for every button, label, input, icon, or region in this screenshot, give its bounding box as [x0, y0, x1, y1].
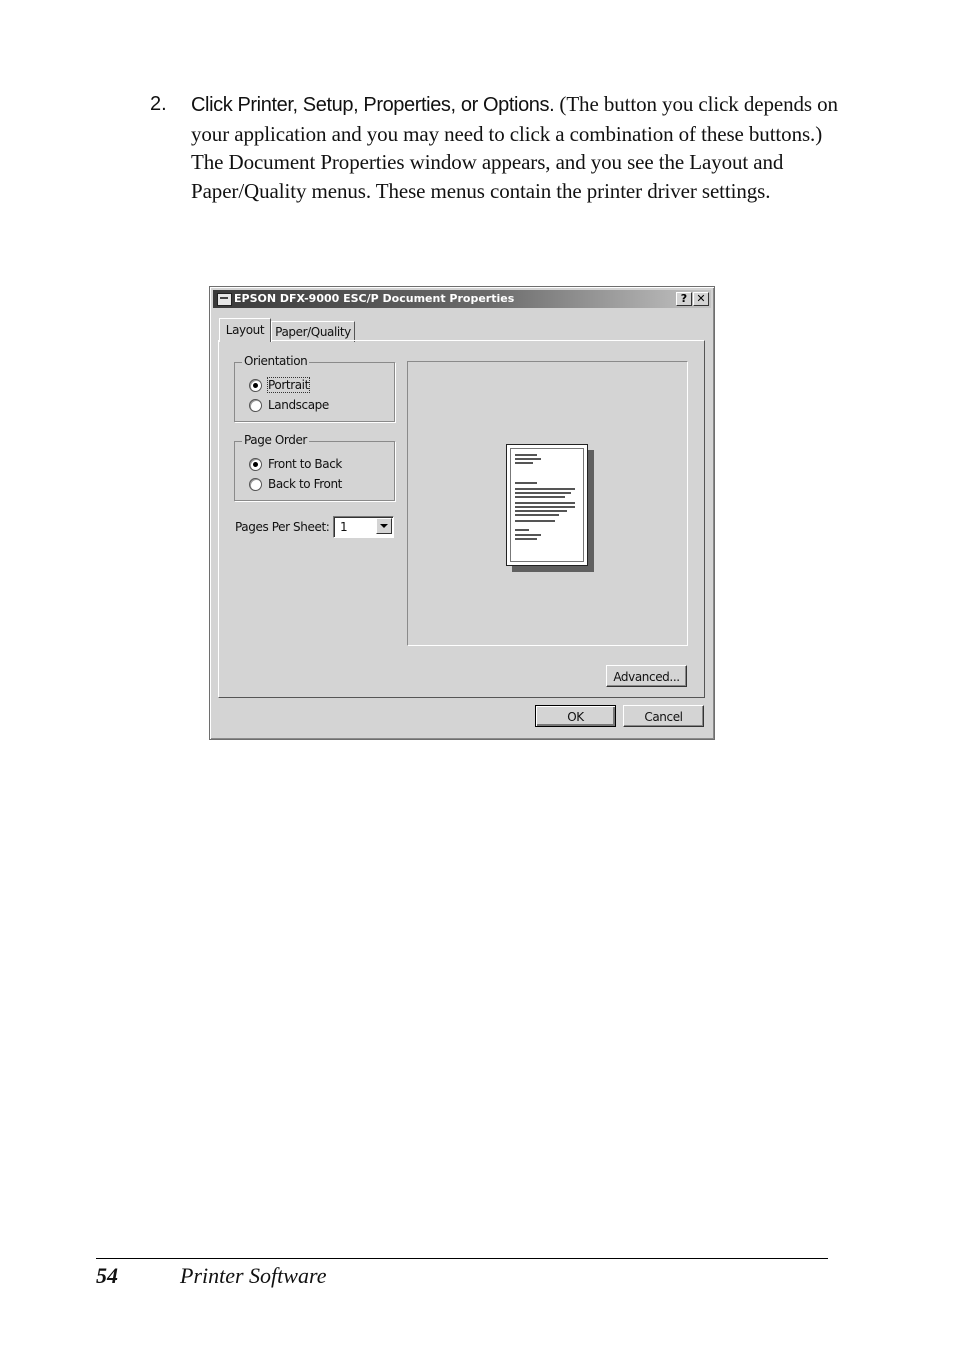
- page-line: [515, 458, 541, 460]
- radio-front-to-back-label: Front to Back: [268, 457, 342, 471]
- page-line: [515, 488, 575, 490]
- step-text: [191, 90, 841, 205]
- radio-back-to-front-button[interactable]: [249, 478, 262, 491]
- pages-per-sheet-select[interactable]: [333, 516, 394, 538]
- pages-per-sheet-label: Pages Per Sheet:: [235, 520, 330, 534]
- radio-back-to-front-label: Back to Front: [268, 477, 342, 491]
- page-line: [515, 454, 537, 456]
- radio-landscape-label: Landscape: [268, 398, 329, 412]
- orientation-label: Orientation: [244, 354, 308, 368]
- page-line: [515, 462, 533, 464]
- ok-button[interactable]: OK: [535, 705, 616, 727]
- page-line: [515, 496, 565, 498]
- radio-front-to-back[interactable]: [249, 456, 342, 472]
- page-line: [515, 534, 541, 536]
- advanced-button[interactable]: Advanced...: [606, 665, 687, 687]
- page-preview-icon: [506, 444, 588, 566]
- cancel-button[interactable]: Cancel: [623, 705, 704, 727]
- tab-paper-quality-label: Paper/Quality: [275, 325, 351, 339]
- close-button[interactable]: ✕: [693, 292, 709, 306]
- radio-portrait[interactable]: [249, 377, 309, 393]
- page-line: [515, 506, 575, 508]
- page-line: [515, 529, 529, 531]
- layout-preview: [407, 361, 688, 646]
- page-order-group: [234, 433, 395, 501]
- radio-front-to-back-button[interactable]: [249, 458, 262, 471]
- page-line: [515, 538, 537, 540]
- chevron-down-icon[interactable]: [376, 518, 392, 534]
- page-line: [515, 492, 571, 494]
- orientation-group: [234, 354, 395, 422]
- radio-landscape[interactable]: [249, 397, 329, 413]
- page-line: [515, 482, 537, 484]
- dialog-titlebar[interactable]: [213, 290, 711, 308]
- footer-section-title: Printer Software: [180, 1263, 327, 1288]
- footer-page-number: 54: [96, 1263, 118, 1288]
- step-body: (The button you click depends on your application and you may need to click a combination of these buttons.) The Document Properties window appears, and you see the Layout and Paper/Quality menus. These menus contain the printer driver settings.: [191, 92, 838, 203]
- printer-icon: [217, 293, 232, 306]
- footer-rule: [96, 1258, 828, 1259]
- pages-per-sheet-value: 1: [340, 520, 348, 534]
- radio-portrait-label: Portrait: [268, 378, 309, 392]
- help-button[interactable]: ?: [676, 292, 692, 306]
- page-line: [515, 502, 575, 504]
- radio-landscape-button[interactable]: [249, 399, 262, 412]
- page-line: [515, 514, 559, 516]
- page-line: [515, 510, 567, 512]
- dialog-title: EPSON DFX-9000 ESC/P Document Properties: [234, 292, 515, 305]
- tab-layout-label: Layout: [225, 323, 265, 337]
- radio-portrait-button[interactable]: [249, 379, 262, 392]
- page-order-label: Page Order: [244, 433, 307, 447]
- step-number: 2.: [150, 93, 167, 115]
- layout-panel: [218, 340, 705, 698]
- page-preview-content: [510, 448, 584, 562]
- step-ui-terms: Click Printer, Setup, Properties, or Options.: [191, 94, 555, 116]
- tab-paper-quality[interactable]: [271, 321, 355, 342]
- document-properties-dialog: [209, 286, 715, 740]
- tab-layout[interactable]: [219, 318, 271, 342]
- page-line: [515, 520, 555, 522]
- radio-back-to-front[interactable]: [249, 476, 342, 492]
